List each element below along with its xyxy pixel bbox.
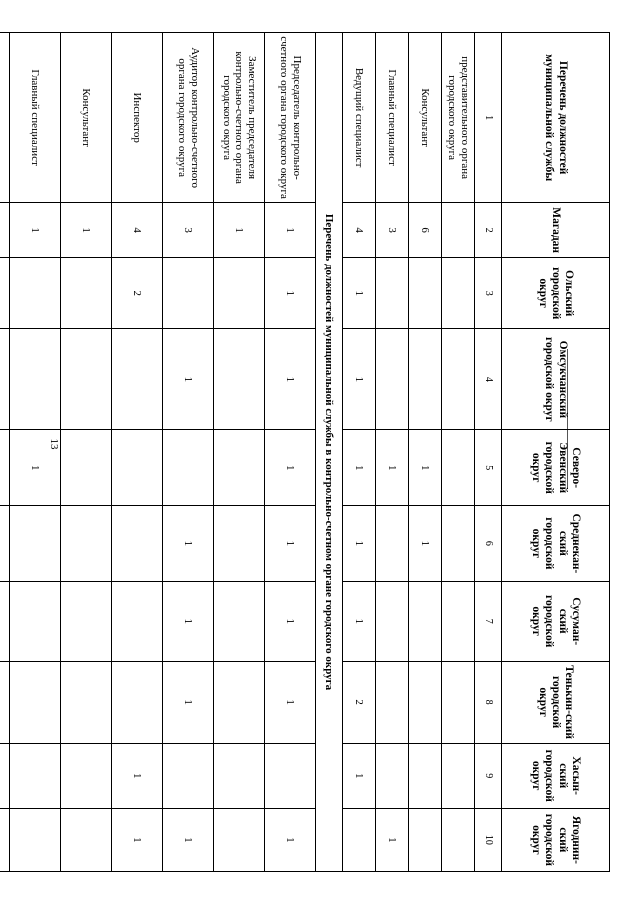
header-position: Перечень должностей муниципальной службы	[502, 33, 610, 203]
column-number: 6	[475, 506, 502, 582]
position-count	[0, 257, 10, 328]
position-count	[442, 743, 475, 808]
position-count	[0, 506, 10, 582]
position-name: Главный специалист	[376, 33, 409, 203]
position-name: Председатель контрольно-счетного органа городского округа	[265, 33, 316, 203]
position-count: 1	[376, 430, 409, 506]
position-count: 1	[265, 203, 316, 258]
position-count	[61, 506, 112, 582]
header-district: Магадан	[502, 203, 610, 258]
position-count: 1	[265, 661, 316, 743]
position-count	[409, 257, 442, 328]
position-count: 1	[265, 808, 316, 871]
position-name: Аудитор контрольно-счетного органа городского округа	[163, 33, 214, 203]
position-count	[265, 743, 316, 808]
section-title-control: Перечень должностей муниципальной службы в контрольно-счетном органе городского округа	[316, 33, 343, 872]
header-district: Омсукчанский городской округ	[502, 329, 610, 430]
position-count	[61, 581, 112, 661]
position-count	[112, 661, 163, 743]
position-count: 1	[265, 581, 316, 661]
position-count	[10, 257, 61, 328]
position-count: 6	[409, 203, 442, 258]
position-count	[376, 329, 409, 430]
position-count	[214, 430, 265, 506]
page-number: 13	[48, 438, 60, 450]
header-district: Среднекан-ский городской округ	[502, 506, 610, 582]
position-count	[0, 743, 10, 808]
position-count: 1	[343, 506, 376, 582]
table-row	[265, 33, 316, 872]
position-count	[409, 661, 442, 743]
column-number: 7	[475, 581, 502, 661]
position-count: 1	[265, 257, 316, 328]
column-number: 1	[475, 33, 502, 203]
position-count	[214, 661, 265, 743]
position-count: 1	[343, 329, 376, 430]
position-count	[376, 581, 409, 661]
header-district: Тенькин-ский городской округ	[502, 661, 610, 743]
position-count	[112, 329, 163, 430]
rows-top	[343, 33, 475, 872]
position-count	[163, 743, 214, 808]
column-number: 4	[475, 329, 502, 430]
table-row	[214, 33, 265, 872]
position-count	[10, 661, 61, 743]
table-row	[376, 33, 409, 872]
position-count: 4	[112, 203, 163, 258]
position-count: 1	[112, 743, 163, 808]
table-row	[343, 33, 376, 872]
rows-control	[0, 33, 316, 872]
position-count: 1	[163, 329, 214, 430]
position-count: 1	[343, 257, 376, 328]
position-count	[214, 581, 265, 661]
position-name: Консультант	[61, 33, 112, 203]
position-count: 1	[10, 203, 61, 258]
table-row	[409, 33, 442, 872]
position-count	[0, 203, 10, 258]
position-count	[163, 257, 214, 328]
position-count	[0, 581, 10, 661]
position-count	[376, 506, 409, 582]
position-count: 1	[376, 808, 409, 871]
position-count: 3	[163, 203, 214, 258]
position-count	[409, 808, 442, 871]
position-count: 1	[409, 506, 442, 582]
position-count	[163, 430, 214, 506]
position-count	[214, 506, 265, 582]
position-count: 3	[376, 203, 409, 258]
position-count	[10, 743, 61, 808]
position-count	[343, 808, 376, 871]
position-count	[409, 581, 442, 661]
position-count: 1	[409, 430, 442, 506]
column-number: 2	[475, 203, 502, 258]
position-count: 1	[343, 581, 376, 661]
column-number: 10	[475, 808, 502, 871]
header-district: Хасын-ский городской округ	[502, 743, 610, 808]
position-count: 1	[265, 430, 316, 506]
position-count	[0, 808, 10, 871]
position-count	[112, 506, 163, 582]
header-district: Северо-Эвенский городской округ	[502, 430, 610, 506]
position-count	[61, 661, 112, 743]
position-count	[61, 808, 112, 871]
position-count: 2	[343, 661, 376, 743]
position-count	[0, 430, 10, 506]
position-name: представительного органа городского округа	[442, 33, 475, 203]
table-row	[0, 33, 10, 872]
position-count	[61, 257, 112, 328]
header-district: Ягоднин-ский городской округ	[502, 808, 610, 871]
position-count	[442, 661, 475, 743]
position-count	[214, 743, 265, 808]
position-name: Главный специалист	[10, 33, 61, 203]
table-row	[10, 33, 61, 872]
position-count	[376, 661, 409, 743]
position-name: Инспектор	[112, 33, 163, 203]
position-count	[112, 430, 163, 506]
positions-table	[0, 32, 610, 872]
position-count	[61, 430, 112, 506]
position-count: 1	[343, 430, 376, 506]
position-count	[61, 329, 112, 430]
position-count	[442, 329, 475, 430]
position-count: 1	[265, 506, 316, 582]
column-number: 3	[475, 257, 502, 328]
column-number-row	[475, 33, 502, 872]
position-count	[409, 329, 442, 430]
position-count	[442, 430, 475, 506]
position-count: 1	[10, 430, 61, 506]
position-count	[442, 506, 475, 582]
position-count: 1	[163, 506, 214, 582]
position-count	[214, 808, 265, 871]
position-count	[0, 329, 10, 430]
position-count	[10, 329, 61, 430]
header-district: Сусуман-ский городской округ	[502, 581, 610, 661]
position-count	[409, 743, 442, 808]
table-row	[112, 33, 163, 872]
header-district: Ольский городской округ	[502, 257, 610, 328]
position-name: Ведущий специалист	[343, 33, 376, 203]
position-count: 1	[61, 203, 112, 258]
position-count	[442, 581, 475, 661]
position-name: Консультант	[409, 33, 442, 203]
position-name	[0, 33, 10, 203]
position-count: 1	[163, 808, 214, 871]
position-count	[0, 661, 10, 743]
table-row	[61, 33, 112, 872]
position-count	[214, 329, 265, 430]
column-number: 9	[475, 743, 502, 808]
position-name: Заместитель председателя контрольно-счетного органа городского округа	[214, 33, 265, 203]
position-count	[376, 257, 409, 328]
position-count: 1	[112, 808, 163, 871]
header-row	[502, 33, 610, 872]
position-count: 1	[343, 743, 376, 808]
column-number: 8	[475, 661, 502, 743]
position-count	[214, 257, 265, 328]
column-number: 5	[475, 430, 502, 506]
position-count: 1	[163, 661, 214, 743]
position-count	[10, 808, 61, 871]
position-count	[442, 257, 475, 328]
position-count: 1	[265, 329, 316, 430]
table-row	[442, 33, 475, 872]
position-count	[376, 743, 409, 808]
section-row	[316, 33, 343, 872]
position-count: 4	[343, 203, 376, 258]
position-count: 1	[163, 581, 214, 661]
position-count	[10, 581, 61, 661]
position-count	[112, 581, 163, 661]
table-row	[163, 33, 214, 872]
position-count	[61, 743, 112, 808]
position-count	[442, 808, 475, 871]
position-count	[10, 506, 61, 582]
position-count: 1	[214, 203, 265, 258]
position-count	[442, 203, 475, 258]
position-count: 2	[112, 257, 163, 328]
